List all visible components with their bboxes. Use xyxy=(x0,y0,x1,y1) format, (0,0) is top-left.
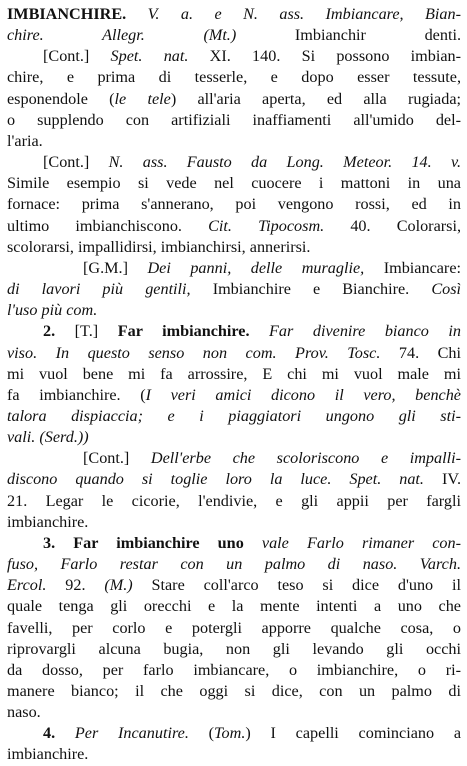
entry-line xyxy=(7,89,461,110)
text: da dosso, per farlo imbiancare, o imbianchire, o ri- xyxy=(7,660,461,679)
text: [Cont.] xyxy=(83,449,151,468)
text: Imbiancare: xyxy=(364,258,461,277)
entry-line xyxy=(7,131,461,152)
entry-line xyxy=(7,46,461,67)
entry-line xyxy=(7,406,461,427)
text: quale tenga gli orecchi e la mente intenti a uno che xyxy=(7,597,461,616)
italic-text: Tom. xyxy=(214,724,246,743)
italic-text: Cit. Tipocosm. xyxy=(208,216,325,235)
entry-line xyxy=(7,618,461,639)
italic-text: talora dispiaccia; e i piaggiatori ungono gli sti- xyxy=(7,406,461,425)
text: scolorarsi, impallidirsi, imbianchirsi, annerirsi. xyxy=(7,237,311,256)
text: chire, e prima di tesserle, e dopo esser tessute, xyxy=(7,68,461,87)
italic-text: vali. (Serd.)) xyxy=(7,428,89,447)
italic-text: di lavori più gentili, xyxy=(7,280,191,299)
entry-line xyxy=(7,25,461,46)
entry-line xyxy=(7,469,461,490)
entry-line xyxy=(7,575,461,596)
bold-text: IMBIANCHIRE. xyxy=(7,5,127,23)
text: ultimo imbianchiscono. xyxy=(7,216,209,235)
text: esponendole ( xyxy=(7,89,115,108)
entry-line xyxy=(7,596,461,617)
text: 92. xyxy=(46,576,105,595)
italic-text: N. ass. Fausto da Long. Meteor. 14. v. xyxy=(108,153,461,172)
italic-text: V. a. e N. ass. Imbiancare, Bian- xyxy=(126,5,461,23)
entry-line xyxy=(7,258,461,279)
italic-text: viso. In questo senso non com. Prov. Tosc. xyxy=(7,343,381,362)
entry-line xyxy=(7,533,461,554)
entry-line xyxy=(7,702,461,723)
text: fa imbianchire. ( xyxy=(7,385,146,404)
entry-line xyxy=(7,639,461,660)
text: riprovargli alcuna bugia, non gli levando gli occhi xyxy=(7,639,461,658)
entry-line xyxy=(7,660,461,681)
italic-text: Ercol. xyxy=(7,576,47,595)
text: ( xyxy=(188,724,215,743)
entry-line xyxy=(7,173,461,194)
italic-text: Spet. nat. xyxy=(110,47,189,66)
entry-line xyxy=(7,4,461,25)
entry-line xyxy=(7,279,461,300)
text: fornace: prima s'annerano, poi vengono rossi, ed in xyxy=(7,195,461,214)
entry-line xyxy=(7,427,461,448)
text: [T.] xyxy=(74,322,118,341)
entry-line xyxy=(7,723,461,744)
text: naso. xyxy=(7,703,41,722)
italic-text: Dell'erbe che scoloriscono e impalli- xyxy=(150,449,461,468)
entry-line xyxy=(7,321,461,342)
entry-line xyxy=(7,744,461,765)
text: [G.M.] xyxy=(83,258,148,277)
entry-line xyxy=(7,110,461,131)
text: imbianchire. xyxy=(7,745,89,764)
entry-line xyxy=(7,237,461,258)
text: ) all'aria aperta, ed alla rugiada; xyxy=(170,89,461,108)
text: XI. 140. Si possono imbian- xyxy=(188,47,461,66)
entry-line xyxy=(7,491,461,512)
italic-text: (M.) xyxy=(104,576,133,595)
bold-text: Far imbianchire. xyxy=(117,322,250,341)
text: 21. Legar le cicorie, l'endivie, e gli appii per fargli xyxy=(7,491,461,510)
entry-line xyxy=(7,448,461,469)
entry-line xyxy=(7,681,461,702)
entry-line xyxy=(7,300,461,321)
italic-text: Così xyxy=(431,280,461,299)
text: o supplendo con artifiziali inaffiamenti all'umido del- xyxy=(7,110,461,129)
entry-line xyxy=(7,512,461,533)
entry-line xyxy=(7,343,461,364)
italic-text: Per Incanutire. xyxy=(74,724,189,743)
entry-line xyxy=(7,364,461,385)
text: mi vuol bene mi fa arrossire, E chi mi vuol male mi xyxy=(7,364,461,383)
italic-text: fuso, Farlo restar con un palmo di naso. Varch. xyxy=(7,555,461,574)
italic-text: vale Farlo rimaner con- xyxy=(243,533,461,552)
text: [Cont.] xyxy=(43,153,109,172)
italic-text: I veri amici dicono il vero, benchè xyxy=(145,385,461,404)
text: imbianchire. xyxy=(7,512,89,531)
entry-line xyxy=(7,385,461,406)
entry-line xyxy=(7,554,461,575)
text: IV. xyxy=(423,470,461,489)
text: 40. Colorarsi, xyxy=(324,216,461,235)
entry-line xyxy=(7,194,461,215)
italic-text: le tele xyxy=(114,89,171,108)
italic-text: l'uso più com. xyxy=(7,301,98,320)
text: Imbianchire e Bianchire. xyxy=(190,280,432,299)
italic-text: Dei panni, delle muraglie, xyxy=(147,258,365,277)
text: ) I capelli cominciano a xyxy=(245,724,461,743)
text: Simile esempio si vede nel cuocere i mattoni in una xyxy=(7,174,461,193)
italic-text: Far divenire bianco in xyxy=(249,322,461,341)
bold-text: 2. xyxy=(43,322,75,341)
text: l'aria. xyxy=(7,131,43,150)
italic-text: chire. Allegr. (Mt.) xyxy=(7,26,237,45)
text: 74. Chi xyxy=(380,343,461,362)
text: Stare coll'arco teso si dice d'uno il xyxy=(132,576,461,595)
entry-line xyxy=(7,67,461,88)
entry-line xyxy=(7,152,461,173)
entry-line xyxy=(7,216,461,237)
bold-text: 3. Far imbianchire uno xyxy=(43,533,244,552)
text: Imbianchir denti. xyxy=(236,26,461,45)
text: manere bianco; il che oggi si dice, con un palmo di xyxy=(7,682,461,700)
text: [Cont.] xyxy=(43,47,111,66)
text: favelli, per corlo e potergli apporre qualche cosa, o xyxy=(7,618,461,637)
bold-text: 4. xyxy=(43,724,75,743)
italic-text: discono quando si toglie loro la luce. Spet. nat. xyxy=(7,470,424,489)
